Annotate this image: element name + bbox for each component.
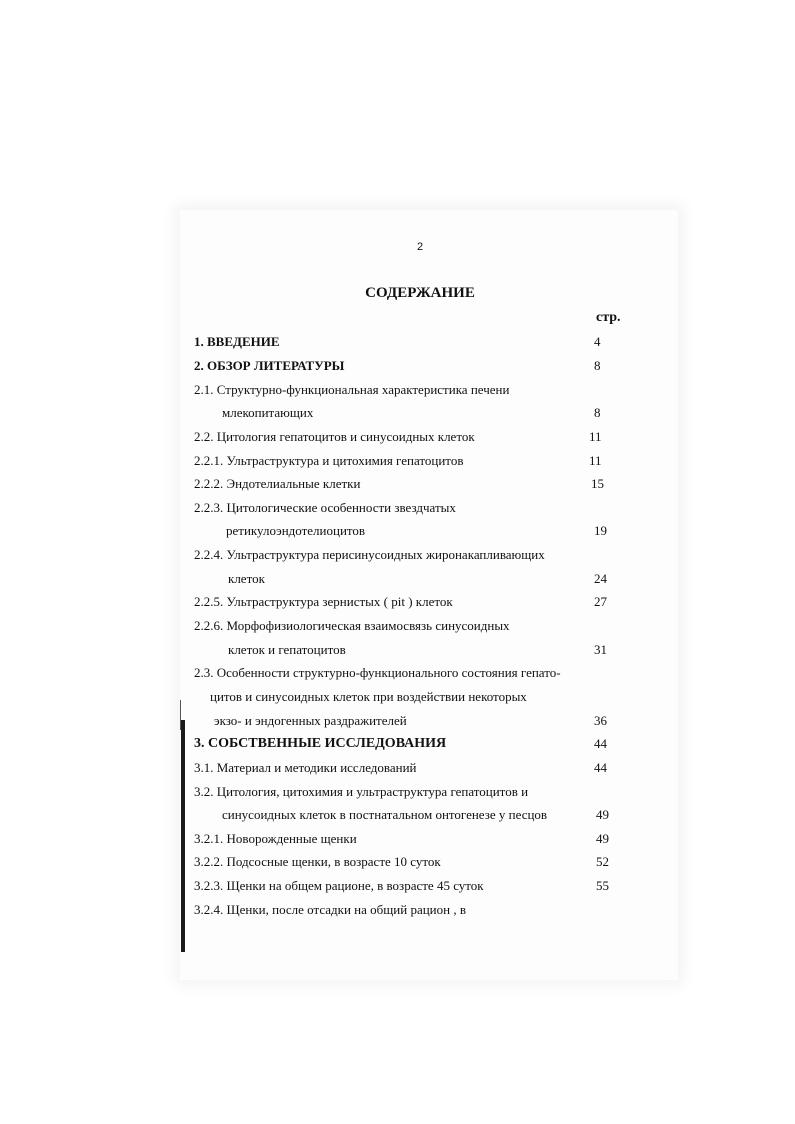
toc-entry-text: 1. ВВЕДЕНИЕ <box>194 334 280 349</box>
toc-entry-page: 44 <box>594 736 607 751</box>
toc-entry-text: 3.2.2. Подсосные щенки, в возрасте 10 суток <box>194 854 441 869</box>
toc-entry-text: 2.2.5. Ультраструктура зернистых ( pit ) клеток <box>194 594 453 609</box>
toc-entry-text: 2. ОБЗОР ЛИТЕРАТУРЫ <box>194 358 345 373</box>
toc-entry-page: 4 <box>594 334 601 349</box>
toc-entry-page: 24 <box>594 571 607 586</box>
toc-entry-text: 2.2.3. Цитологические особенности звездчатых <box>194 500 456 515</box>
toc-entry-text: 2.2.4. Ультраструктура перисинусоидных жиронакапливающих <box>194 547 545 562</box>
toc-entry-page: 44 <box>594 760 607 775</box>
toc-entry-page: 27 <box>594 594 607 609</box>
toc-entry-text: 2.2.1. Ультраструктура и цитохимия гепатоцитов <box>194 453 464 468</box>
toc-entry-text: 2.1. Структурно-функциональная характеристика печени <box>194 382 510 397</box>
toc-entry-page: 8 <box>594 358 601 373</box>
page-column-label: стр. <box>596 310 621 325</box>
toc-entry-text: млекопитающих <box>222 405 314 420</box>
toc-entry-text: цитов и синусоидных клеток при воздействии некоторых <box>210 689 527 704</box>
toc-entry-page: 49 <box>596 831 609 846</box>
page-number: 2 <box>416 241 424 253</box>
toc-entry-text: 2.3. Особенности структурно-функционального состояния гепато- <box>194 665 561 680</box>
scan-margin-bar <box>181 720 185 952</box>
toc-entry-text: 2.2. Цитология гепатоцитов и синусоидных клеток <box>194 429 475 444</box>
toc-entry-page: 11 <box>589 453 602 468</box>
toc-entry-text: 2.2.2. Эндотелиальные клетки <box>194 476 361 491</box>
toc-entry-text: синусоидных клеток в постнатальном онтогенезе у песцов <box>222 807 548 822</box>
toc-entry-page: 52 <box>596 854 609 869</box>
toc-entry-text: 3.2.3. Щенки на общем рационе, в возрасте 45 суток <box>194 878 484 893</box>
toc-entry-page: 49 <box>596 807 609 822</box>
toc-entry-text: клеток и гепатоцитов <box>228 642 346 657</box>
toc-entry-text: 3.1. Материал и методики исследований <box>194 760 417 775</box>
page-title: СОДЕРЖАНИЕ <box>365 285 475 301</box>
toc-entry-page: 19 <box>594 523 607 538</box>
toc-entry-page: 15 <box>591 476 604 491</box>
toc-entry-page: 8 <box>594 405 601 420</box>
toc-entry-text: 3.2.1. Новорожденные щенки <box>194 831 357 846</box>
toc-entry-text: 3. СОБСТВЕННЫЕ ИССЛЕДОВАНИЯ <box>194 736 447 751</box>
toc-entry-text: экзо- и эндогенных раздражителей <box>214 713 407 728</box>
toc-entry-page: 31 <box>594 642 607 657</box>
toc-entry-page: 55 <box>596 878 609 893</box>
toc-entry-text: клеток <box>228 571 265 586</box>
toc-entry-text: 2.2.6. Морфофизиологическая взаимосвязь синусоидных <box>194 618 510 633</box>
toc-entry-text: ретикулоэндотелиоцитов <box>226 523 366 538</box>
toc-entry-page: 36 <box>594 713 607 728</box>
toc-entry-text: 3.2.4. Щенки, после отсадки на общий рацион , в <box>194 902 466 917</box>
toc-entry-page: 11 <box>589 429 602 444</box>
toc-entry-text: 3.2. Цитология, цитохимия и ультраструктура гепатоцитов и <box>194 784 529 799</box>
